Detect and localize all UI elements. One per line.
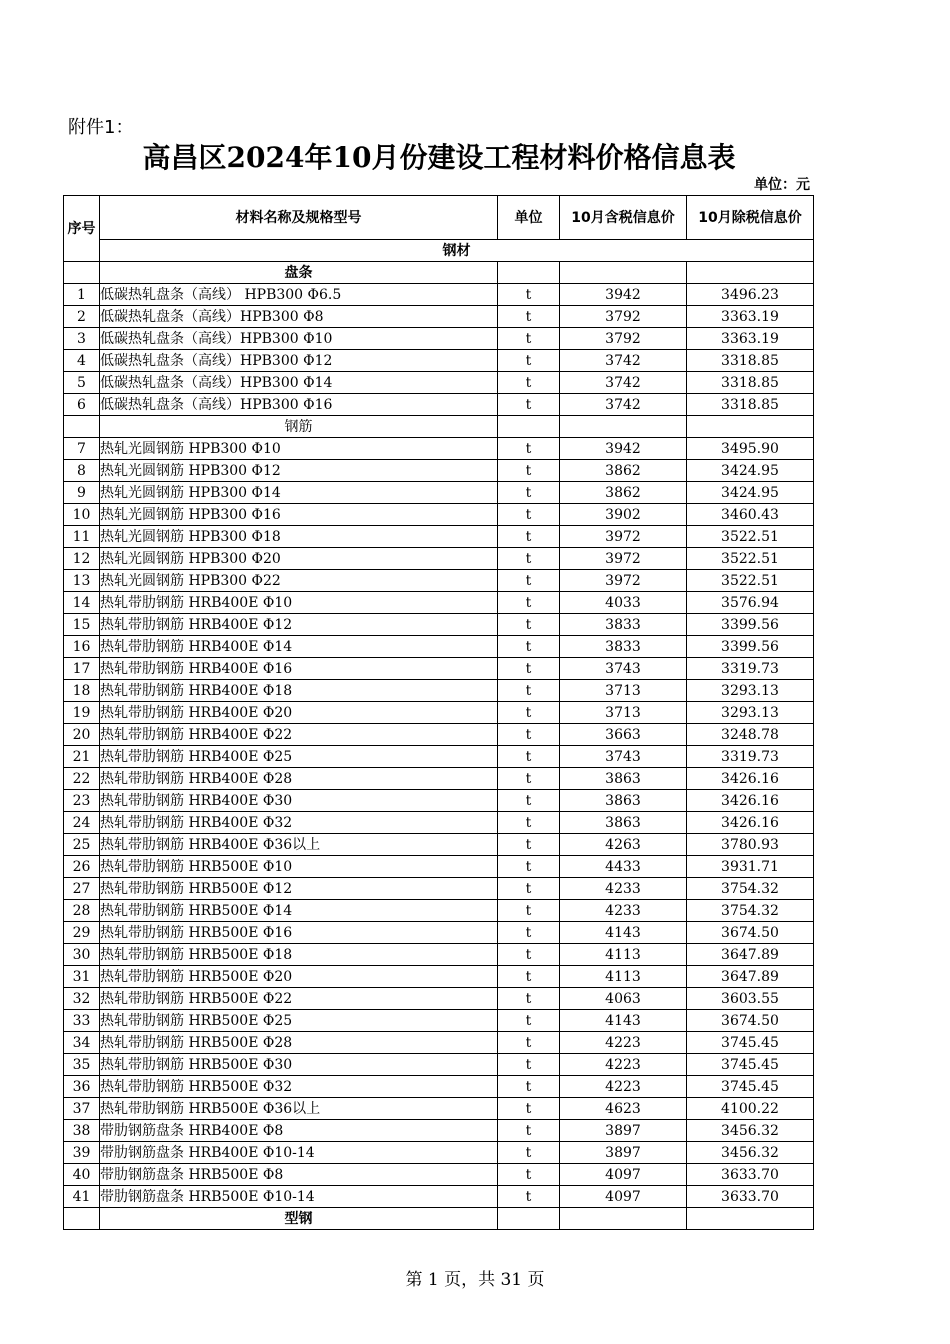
row-index: 30 <box>64 944 100 966</box>
row-index: 1 <box>64 284 100 306</box>
unit-cell: t <box>498 526 560 548</box>
row-index: 21 <box>64 746 100 768</box>
unit-cell: t <box>498 658 560 680</box>
price-without-tax: 3647.89 <box>687 966 814 988</box>
unit-cell: t <box>498 614 560 636</box>
table-row <box>64 746 814 768</box>
price-with-tax: 4097 <box>560 1186 687 1208</box>
price-without-tax: 3754.32 <box>687 878 814 900</box>
table-row <box>64 768 814 790</box>
table-row <box>64 460 814 482</box>
unit-cell: t <box>498 878 560 900</box>
unit-cell: t <box>498 724 560 746</box>
row-index: 34 <box>64 1032 100 1054</box>
row-index: 9 <box>64 482 100 504</box>
material-name: 低碳热轧盘条（高线）HPB300 Φ10 <box>100 328 498 350</box>
unit-cell: t <box>498 944 560 966</box>
table-row <box>64 548 814 570</box>
section-empty-cell <box>498 262 560 284</box>
table-row <box>64 328 814 350</box>
section-empty-cell <box>498 1208 560 1230</box>
material-name: 带肋钢筋盘条 HRB500E Φ8 <box>100 1164 498 1186</box>
unit-cell: t <box>498 306 560 328</box>
row-index: 25 <box>64 834 100 856</box>
price-with-tax: 4223 <box>560 1054 687 1076</box>
table-row <box>64 1054 814 1076</box>
material-name: 低碳热轧盘条（高线）HPB300 Φ12 <box>100 350 498 372</box>
unit-cell: t <box>498 1164 560 1186</box>
page-title: 高昌区2024年10月份建设工程材料价格信息表 <box>142 141 736 174</box>
unit-cell: t <box>498 1186 560 1208</box>
price-with-tax: 4113 <box>560 966 687 988</box>
price-with-tax: 4097 <box>560 1164 687 1186</box>
material-name: 低碳热轧盘条（高线）HPB300 Φ8 <box>100 306 498 328</box>
unit-cell: t <box>498 746 560 768</box>
price-without-tax: 4100.22 <box>687 1098 814 1120</box>
unit-cell: t <box>498 328 560 350</box>
table-row <box>64 284 814 306</box>
table-row <box>64 394 814 416</box>
price-with-tax: 3972 <box>560 548 687 570</box>
table-row <box>64 900 814 922</box>
table-row <box>64 636 814 658</box>
price-with-tax: 3972 <box>560 570 687 592</box>
row-index: 27 <box>64 878 100 900</box>
section-row <box>64 262 814 284</box>
unit-cell: t <box>498 834 560 856</box>
table-body <box>64 262 814 1230</box>
price-without-tax: 3319.73 <box>687 746 814 768</box>
table-row <box>64 988 814 1010</box>
row-index: 38 <box>64 1120 100 1142</box>
unit-cell: t <box>498 636 560 658</box>
header-index: 序号 <box>64 196 100 262</box>
table-row <box>64 966 814 988</box>
price-without-tax: 3931.71 <box>687 856 814 878</box>
row-index: 7 <box>64 438 100 460</box>
unit-cell: t <box>498 548 560 570</box>
row-index: 15 <box>64 614 100 636</box>
price-with-tax: 3713 <box>560 702 687 724</box>
price-with-tax: 3863 <box>560 812 687 834</box>
table-row <box>64 724 814 746</box>
table-row <box>64 878 814 900</box>
material-name: 热轧带肋钢筋 HRB500E Φ18 <box>100 944 498 966</box>
material-name: 低碳热轧盘条（高线）HPB300 Φ14 <box>100 372 498 394</box>
price-with-tax: 3713 <box>560 680 687 702</box>
price-with-tax: 3902 <box>560 504 687 526</box>
material-name: 热轧带肋钢筋 HRB500E Φ36以上 <box>100 1098 498 1120</box>
unit-cell: t <box>498 900 560 922</box>
price-without-tax: 3456.32 <box>687 1120 814 1142</box>
unit-cell: t <box>498 1054 560 1076</box>
price-with-tax: 4033 <box>560 592 687 614</box>
price-with-tax: 4143 <box>560 1010 687 1032</box>
table-row <box>64 834 814 856</box>
price-with-tax: 3792 <box>560 306 687 328</box>
price-with-tax: 4233 <box>560 878 687 900</box>
table-row <box>64 592 814 614</box>
material-name: 热轧带肋钢筋 HRB400E Φ32 <box>100 812 498 834</box>
price-with-tax: 3942 <box>560 284 687 306</box>
price-with-tax: 3972 <box>560 526 687 548</box>
section-empty-cell <box>560 262 687 284</box>
material-name: 热轧带肋钢筋 HRB400E Φ30 <box>100 790 498 812</box>
table-row <box>64 1010 814 1032</box>
material-name: 热轧带肋钢筋 HRB500E Φ25 <box>100 1010 498 1032</box>
material-name: 热轧带肋钢筋 HRB500E Φ22 <box>100 988 498 1010</box>
section-empty-cell <box>687 1208 814 1230</box>
material-name: 热轧光圆钢筋 HPB300 Φ22 <box>100 570 498 592</box>
price-with-tax: 4223 <box>560 1076 687 1098</box>
price-with-tax: 3862 <box>560 460 687 482</box>
material-name: 热轧带肋钢筋 HRB500E Φ14 <box>100 900 498 922</box>
price-with-tax: 3743 <box>560 746 687 768</box>
row-index: 16 <box>64 636 100 658</box>
price-without-tax: 3745.45 <box>687 1032 814 1054</box>
row-index: 28 <box>64 900 100 922</box>
row-index: 14 <box>64 592 100 614</box>
material-name: 低碳热轧盘条（高线）HPB300 Φ16 <box>100 394 498 416</box>
section-title: 钢筋 <box>100 416 498 438</box>
price-without-tax: 3522.51 <box>687 548 814 570</box>
row-index: 19 <box>64 702 100 724</box>
row-index: 8 <box>64 460 100 482</box>
material-name: 热轧带肋钢筋 HRB400E Φ18 <box>100 680 498 702</box>
section-title: 型钢 <box>100 1208 498 1230</box>
price-with-tax: 4263 <box>560 834 687 856</box>
unit-cell: t <box>498 702 560 724</box>
table-row <box>64 658 814 680</box>
page-footer: 第 1 页，共 31 页 <box>405 1270 545 1290</box>
price-without-tax: 3633.70 <box>687 1164 814 1186</box>
unit-cell: t <box>498 922 560 944</box>
price-without-tax: 3248.78 <box>687 724 814 746</box>
price-with-tax: 3742 <box>560 350 687 372</box>
unit-cell: t <box>498 504 560 526</box>
table-row <box>64 702 814 724</box>
table-row <box>64 790 814 812</box>
unit-cell: t <box>498 1098 560 1120</box>
row-index: 5 <box>64 372 100 394</box>
unit-cell: t <box>498 284 560 306</box>
row-index: 18 <box>64 680 100 702</box>
material-name: 热轧光圆钢筋 HPB300 Φ18 <box>100 526 498 548</box>
price-with-tax: 4223 <box>560 1032 687 1054</box>
table-row <box>64 614 814 636</box>
price-without-tax: 3576.94 <box>687 592 814 614</box>
price-without-tax: 3495.90 <box>687 438 814 460</box>
section-row <box>64 1208 814 1230</box>
row-index: 36 <box>64 1076 100 1098</box>
material-name: 热轧带肋钢筋 HRB400E Φ28 <box>100 768 498 790</box>
unit-cell: t <box>498 350 560 372</box>
material-name: 热轧带肋钢筋 HRB500E Φ30 <box>100 1054 498 1076</box>
row-index: 31 <box>64 966 100 988</box>
price-with-tax: 3863 <box>560 768 687 790</box>
unit-cell: t <box>498 482 560 504</box>
price-with-tax: 3862 <box>560 482 687 504</box>
row-index: 10 <box>64 504 100 526</box>
price-without-tax: 3745.45 <box>687 1054 814 1076</box>
row-index: 2 <box>64 306 100 328</box>
price-without-tax: 3496.23 <box>687 284 814 306</box>
table-row <box>64 1098 814 1120</box>
section-empty-cell <box>687 416 814 438</box>
price-with-tax: 3792 <box>560 328 687 350</box>
row-index: 12 <box>64 548 100 570</box>
row-index: 11 <box>64 526 100 548</box>
material-name: 热轧带肋钢筋 HRB400E Φ36以上 <box>100 834 498 856</box>
material-name: 热轧光圆钢筋 HPB300 Φ10 <box>100 438 498 460</box>
section-title: 盘条 <box>100 262 498 284</box>
header-unit: 单位 <box>498 196 560 240</box>
material-name: 带肋钢筋盘条 HRB400E Φ8 <box>100 1120 498 1142</box>
material-name: 热轧光圆钢筋 HPB300 Φ14 <box>100 482 498 504</box>
table-row <box>64 1186 814 1208</box>
price-without-tax: 3522.51 <box>687 526 814 548</box>
price-without-tax: 3293.13 <box>687 680 814 702</box>
row-index: 26 <box>64 856 100 878</box>
price-with-tax: 3863 <box>560 790 687 812</box>
row-index: 40 <box>64 1164 100 1186</box>
category-row: 钢材 <box>100 240 814 262</box>
price-with-tax: 3942 <box>560 438 687 460</box>
material-name: 热轧带肋钢筋 HRB400E Φ10 <box>100 592 498 614</box>
material-name: 热轧带肋钢筋 HRB400E Φ25 <box>100 746 498 768</box>
unit-cell: t <box>498 1032 560 1054</box>
price-without-tax: 3674.50 <box>687 1010 814 1032</box>
attachment-label: 附件1： <box>68 117 134 138</box>
row-index: 22 <box>64 768 100 790</box>
material-name: 热轧带肋钢筋 HRB400E Φ20 <box>100 702 498 724</box>
price-with-tax: 3743 <box>560 658 687 680</box>
price-without-tax: 3293.13 <box>687 702 814 724</box>
price-without-tax: 3424.95 <box>687 482 814 504</box>
row-index: 3 <box>64 328 100 350</box>
price-without-tax: 3460.43 <box>687 504 814 526</box>
table-row <box>64 350 814 372</box>
section-empty-cell <box>498 416 560 438</box>
row-index: 4 <box>64 350 100 372</box>
unit-cell: t <box>498 966 560 988</box>
price-without-tax: 3456.32 <box>687 1142 814 1164</box>
price-without-tax: 3426.16 <box>687 768 814 790</box>
row-index: 6 <box>64 394 100 416</box>
material-name: 热轧带肋钢筋 HRB400E Φ12 <box>100 614 498 636</box>
price-without-tax: 3399.56 <box>687 614 814 636</box>
unit-cell: t <box>498 1120 560 1142</box>
material-name: 带肋钢筋盘条 HRB400E Φ10-14 <box>100 1142 498 1164</box>
price-without-tax: 3426.16 <box>687 812 814 834</box>
row-index: 17 <box>64 658 100 680</box>
table-row <box>64 438 814 460</box>
price-without-tax: 3780.93 <box>687 834 814 856</box>
material-name: 热轧带肋钢筋 HRB500E Φ10 <box>100 856 498 878</box>
material-name: 热轧带肋钢筋 HRB500E Φ16 <box>100 922 498 944</box>
price-with-tax: 4143 <box>560 922 687 944</box>
price-without-tax: 3424.95 <box>687 460 814 482</box>
unit-cell: t <box>498 438 560 460</box>
row-index: 35 <box>64 1054 100 1076</box>
unit-note: 单位：元 <box>754 177 810 193</box>
table-row <box>64 680 814 702</box>
header-price-without-tax: 10月除税信息价 <box>687 196 814 240</box>
price-without-tax: 3633.70 <box>687 1186 814 1208</box>
table-row <box>64 812 814 834</box>
material-name: 热轧带肋钢筋 HRB500E Φ32 <box>100 1076 498 1098</box>
price-with-tax: 3742 <box>560 372 687 394</box>
material-name: 热轧光圆钢筋 HPB300 Φ20 <box>100 548 498 570</box>
header-price-with-tax: 10月含税信息价 <box>560 196 687 240</box>
price-without-tax: 3647.89 <box>687 944 814 966</box>
material-name: 低碳热轧盘条（高线） HPB300 Φ6.5 <box>100 284 498 306</box>
header-name: 材料名称及规格型号 <box>100 196 498 240</box>
price-without-tax: 3363.19 <box>687 306 814 328</box>
table-row <box>64 1032 814 1054</box>
section-row <box>64 416 814 438</box>
row-index: 20 <box>64 724 100 746</box>
material-name: 热轧带肋钢筋 HRB500E Φ20 <box>100 966 498 988</box>
table-header <box>64 196 814 262</box>
price-with-tax: 3897 <box>560 1142 687 1164</box>
row-index: 24 <box>64 812 100 834</box>
section-index-cell <box>64 1208 100 1230</box>
unit-cell: t <box>498 812 560 834</box>
table-row <box>64 1164 814 1186</box>
unit-cell: t <box>498 1010 560 1032</box>
unit-cell: t <box>498 570 560 592</box>
unit-cell: t <box>498 988 560 1010</box>
price-without-tax: 3318.85 <box>687 394 814 416</box>
material-name: 热轧带肋钢筋 HRB400E Φ22 <box>100 724 498 746</box>
material-name: 带肋钢筋盘条 HRB500E Φ10-14 <box>100 1186 498 1208</box>
unit-cell: t <box>498 680 560 702</box>
price-table <box>63 195 814 1230</box>
section-empty-cell <box>687 262 814 284</box>
price-without-tax: 3754.32 <box>687 900 814 922</box>
row-index: 23 <box>64 790 100 812</box>
unit-cell: t <box>498 856 560 878</box>
table-row <box>64 482 814 504</box>
row-index: 39 <box>64 1142 100 1164</box>
table-row <box>64 922 814 944</box>
table-row <box>64 856 814 878</box>
table-row <box>64 526 814 548</box>
unit-cell: t <box>498 1076 560 1098</box>
price-without-tax: 3399.56 <box>687 636 814 658</box>
table-row <box>64 1120 814 1142</box>
row-index: 32 <box>64 988 100 1010</box>
price-with-tax: 3833 <box>560 614 687 636</box>
row-index: 13 <box>64 570 100 592</box>
price-with-tax: 4623 <box>560 1098 687 1120</box>
unit-cell: t <box>498 1142 560 1164</box>
price-without-tax: 3319.73 <box>687 658 814 680</box>
table-row <box>64 306 814 328</box>
material-name: 热轧带肋钢筋 HRB400E Φ16 <box>100 658 498 680</box>
material-name: 热轧带肋钢筋 HRB500E Φ12 <box>100 878 498 900</box>
section-index-cell <box>64 416 100 438</box>
price-without-tax: 3745.45 <box>687 1076 814 1098</box>
table-row <box>64 504 814 526</box>
price-with-tax: 3833 <box>560 636 687 658</box>
unit-cell: t <box>498 394 560 416</box>
unit-cell: t <box>498 460 560 482</box>
price-without-tax: 3363.19 <box>687 328 814 350</box>
price-without-tax: 3426.16 <box>687 790 814 812</box>
table-row <box>64 570 814 592</box>
unit-cell: t <box>498 790 560 812</box>
table-row <box>64 1076 814 1098</box>
table-row <box>64 1142 814 1164</box>
material-name: 热轧光圆钢筋 HPB300 Φ12 <box>100 460 498 482</box>
material-name: 热轧光圆钢筋 HPB300 Φ16 <box>100 504 498 526</box>
price-without-tax: 3603.55 <box>687 988 814 1010</box>
price-without-tax: 3522.51 <box>687 570 814 592</box>
price-with-tax: 4233 <box>560 900 687 922</box>
row-index: 41 <box>64 1186 100 1208</box>
price-with-tax: 3663 <box>560 724 687 746</box>
row-index: 37 <box>64 1098 100 1120</box>
material-name: 热轧带肋钢筋 HRB500E Φ28 <box>100 1032 498 1054</box>
section-index-cell <box>64 262 100 284</box>
price-without-tax: 3318.85 <box>687 350 814 372</box>
price-with-tax: 4433 <box>560 856 687 878</box>
section-empty-cell <box>560 1208 687 1230</box>
price-with-tax: 4113 <box>560 944 687 966</box>
price-with-tax: 3742 <box>560 394 687 416</box>
row-index: 29 <box>64 922 100 944</box>
unit-cell: t <box>498 768 560 790</box>
table-row <box>64 372 814 394</box>
unit-cell: t <box>498 372 560 394</box>
table-row <box>64 944 814 966</box>
unit-cell: t <box>498 592 560 614</box>
price-with-tax: 3897 <box>560 1120 687 1142</box>
material-name: 热轧带肋钢筋 HRB400E Φ14 <box>100 636 498 658</box>
price-with-tax: 4063 <box>560 988 687 1010</box>
row-index: 33 <box>64 1010 100 1032</box>
section-empty-cell <box>560 416 687 438</box>
price-without-tax: 3318.85 <box>687 372 814 394</box>
price-without-tax: 3674.50 <box>687 922 814 944</box>
